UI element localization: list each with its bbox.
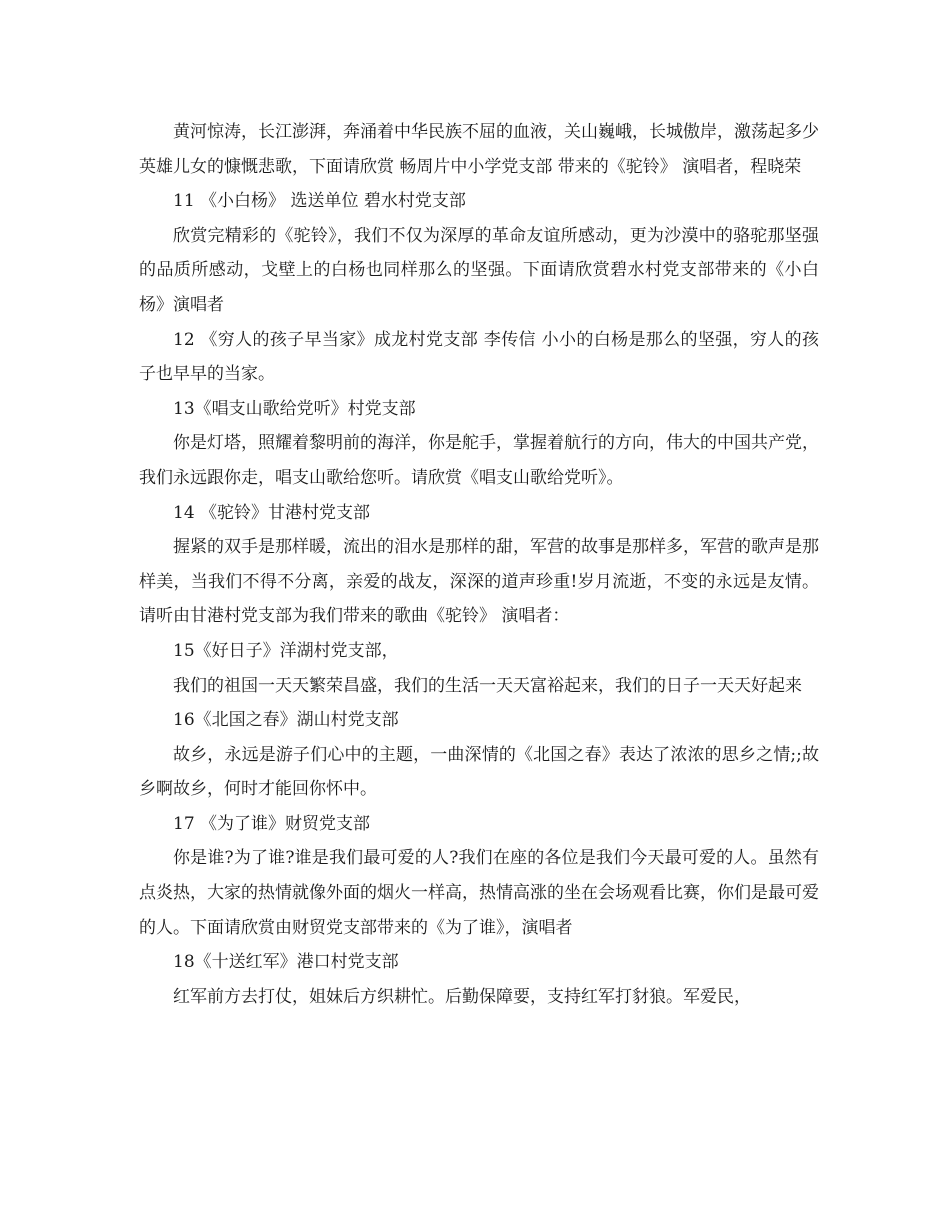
program-item-15: 15《好日子》洋湖村党支部， [173,640,399,661]
program-item-17: 17 《为了谁》财贸党支部 [173,813,371,834]
program-item-18: 18《十送红军》港口村党支部 [173,952,399,973]
paragraph-intro-tuoling: 黄河惊涛，长江澎湃，奔涌着中华民族不屈的血液，关山巍峨，长城傲岸，激荡起多少英雄儿女的慷慨悲歌，下面请欣赏 畅周片中小学党支部 带来的《驼铃》 演唱者，程晓荣 [139,122,819,177]
paragraph-intro-tuoling-2: 握紧的双手是那样暖，流出的泪水是那样的甜，军营的故事是那样多，军营的歌声是那样美，当我们不得不分离，亲爱的战友，深深的道声珍重!岁月流逝，不变的永远是友情。请听由甘港村党支部为我们带来的歌曲《驼铃》 演唱者： [139,537,819,627]
paragraph-intro-weileshui: 你是谁?为了谁?谁是我们最可爱的人?我们在座的各位是我们今天最可爱的人。虽然有点炎热，大家的热情就像外面的烟火一样高，热情高涨的坐在会场观看比赛，你们是最可爱的人。下面请欣赏由财贸党支部带来的《为了谁》，演唱者 [139,848,819,938]
paragraph-intro-beiguozhichun: 故乡，永远是游子们心中的主题，一曲深情的《北国之春》表达了浓浓的思乡之情;;故乡啊故乡，何时才能回你怀中。 [139,744,819,800]
paragraph-intro-haorizi: 我们的祖国一天天繁荣昌盛，我们的生活一天天富裕起来，我们的日子一天天好起来 [173,675,802,696]
program-item-14: 14 《驼铃》甘港村党支部 [173,502,371,523]
program-item-11: 11 《小白杨》 选送单位 碧水村党支部 [173,191,466,212]
program-item-16: 16《北国之春》湖山村党支部 [173,710,399,731]
document-body [139,115,819,1014]
paragraph-intro-changzhishange: 你是灯塔，照耀着黎明前的海洋，你是舵手，掌握着航行的方向，伟大的中国共产党，我们永远跟你走，唱支山歌给您听。请欣赏《唱支山歌给党听》。 [139,433,819,488]
program-item-13: 13《唱支山歌给党听》村党支部 [173,398,416,419]
paragraph-intro-shisonghongjun: 红军前方去打仗，姐妹后方织耕忙。后勤保障要，支持红军打豺狼。军爱民， [173,986,751,1007]
paragraph-intro-xiaobaiyang: 欣赏完精彩的《驼铃》，我们不仅为深厚的革命友谊所感动，更为沙漠中的骆驼那坚强的品质所感动，戈壁上的白杨也同样那么的坚强。下面请欣赏碧水村党支部带来的《小白杨》演唱者 [139,225,819,315]
program-item-12: 12 《穷人的孩子早当家》成龙村党支部 李传信 小小的白杨是那么的坚强，穷人的孩子也早早的当家。 [139,329,819,385]
